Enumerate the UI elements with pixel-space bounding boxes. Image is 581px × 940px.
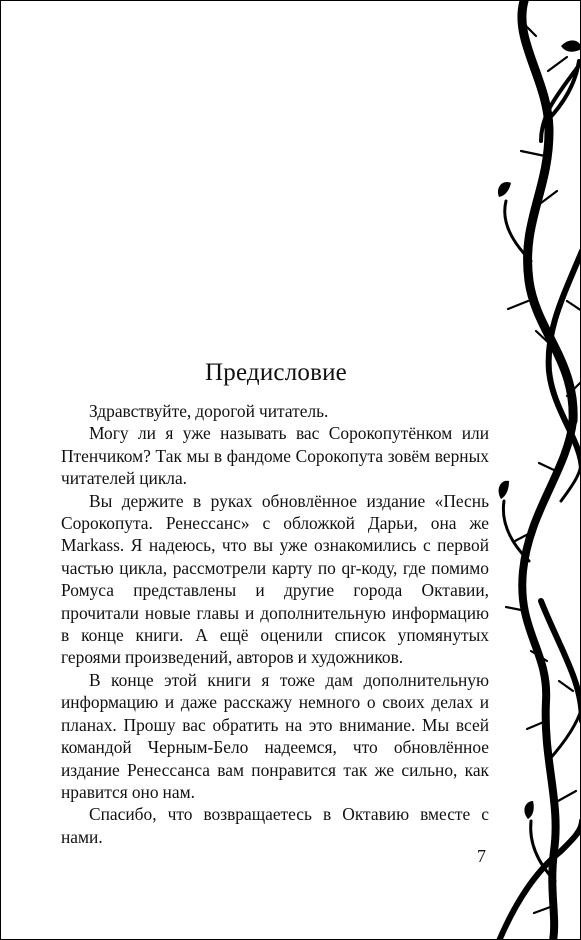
preface-body: [61, 400, 489, 848]
paragraph: Спасибо, что возвращаетесь в Октавию вместе с нами.: [61, 804, 489, 847]
page-number: 7: [477, 846, 486, 866]
paragraph: Здравствуйте, дорогой читатель.: [89, 401, 329, 421]
paragraph: Могу ли я уже называть вас Сорокопутёнком или Птенчиком? Так мы в фандоме Сорокопута зовём верных читателей цикла.: [61, 423, 489, 489]
page-title: Предисловие: [205, 359, 347, 386]
paragraph: Вы держите в руках обновлённое издание «Песнь Сорокопута. Ренессанс» с обложкой Дарьи, она же Markass. Я надеюсь, что вы уже ознакомились с первой частью цикла, рассмотрели карту по qr-коду, где помимо Ромуса представлены и другие города Октавии, прочитали новые главы и дополнительную информацию в конце книги. А ещё оценили список упомянутых героями произведений, авторов и художников.: [61, 490, 489, 668]
paragraph: В конце этой книги я тоже дам дополнительную информацию и даже расскажу немного о своих делах и планах. Прошу вас обратить на это внимание. Мы всей командой Черным-Бело надеемся, что обновлённое издание Ренессанса вам понравится так же сильно, как нравится оно нам.: [61, 669, 489, 802]
